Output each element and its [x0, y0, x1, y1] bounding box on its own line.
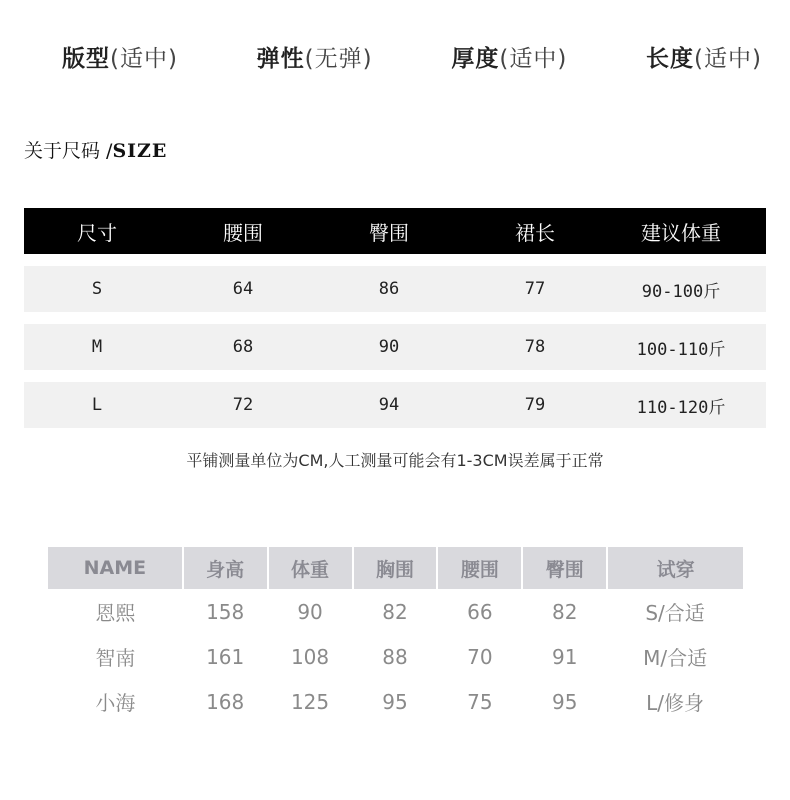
table-cell: 79	[524, 395, 546, 415]
attribute-thickness	[451, 40, 567, 73]
size-table	[24, 208, 766, 428]
attribute-key: 长度	[646, 46, 695, 72]
attribute-value: (无弹)	[304, 46, 373, 72]
table-cell: 77	[524, 279, 546, 299]
table-row	[48, 634, 743, 679]
table-row	[24, 266, 766, 312]
table-cell: M	[91, 337, 103, 357]
table-cell: L	[91, 395, 103, 415]
header-cell: 试穿	[607, 547, 743, 589]
header-cell: 臀围	[522, 547, 607, 589]
attribute-value: (适中)	[110, 46, 178, 72]
table-row	[48, 679, 743, 724]
table-cell: 90-100斤	[641, 281, 721, 302]
header-cell: 尺寸	[77, 220, 117, 245]
table-cell: 78	[524, 337, 546, 357]
header-cell: NAME	[48, 547, 183, 589]
table-cell: 100-110斤	[636, 339, 726, 360]
measurement-note: 平铺测量单位为CM,人工测量可能会有1-3CM误差属于正常	[186, 451, 604, 470]
header-cell: 胸围	[353, 547, 438, 589]
table-cell: 70	[467, 644, 493, 669]
attribute-key: 弹性	[256, 46, 305, 72]
table-cell: L/修身	[646, 691, 705, 715]
table-cell: 158	[206, 599, 245, 624]
product-attributes	[62, 40, 762, 73]
attribute-value: (适中)	[694, 46, 762, 72]
header-cell: 身高	[183, 547, 268, 589]
table-cell: 66	[467, 599, 493, 624]
table-cell: 88	[382, 644, 408, 669]
model-table-header	[48, 547, 743, 589]
table-cell: 161	[206, 644, 245, 669]
table-cell: 168	[206, 689, 245, 714]
size-section-title	[24, 136, 167, 163]
table-cell: 68	[232, 337, 254, 357]
table-cell: 64	[232, 279, 254, 299]
attribute-elasticity	[257, 40, 373, 73]
table-cell: 90	[297, 599, 323, 624]
table-cell: 95	[552, 689, 578, 714]
table-cell: 94	[378, 395, 400, 415]
table-row	[48, 589, 743, 634]
header-cell: 体重	[268, 547, 353, 589]
table-cell: 恩熙	[95, 601, 136, 625]
table-cell: S	[91, 279, 103, 299]
header-cell: 腰围	[223, 220, 263, 245]
header-cell: 裙长	[515, 220, 555, 245]
attribute-key: 版型	[62, 46, 110, 72]
header-cell: 建议体重	[641, 220, 721, 245]
table-cell: 72	[232, 395, 254, 415]
table-row	[24, 324, 766, 370]
table-cell: 90	[378, 337, 400, 357]
size-title-cn: 关于尺码 /	[24, 140, 113, 162]
table-cell: 82	[552, 599, 578, 624]
table-cell: 智南	[95, 646, 136, 670]
table-cell: S/合适	[645, 601, 705, 625]
table-cell: 86	[378, 279, 400, 299]
table-cell: M/合适	[643, 646, 708, 670]
attribute-length	[646, 40, 762, 73]
table-cell: 95	[382, 689, 408, 714]
table-cell: 108	[290, 644, 330, 669]
table-row	[24, 382, 766, 428]
attribute-value: (适中)	[499, 46, 568, 72]
table-cell: 91	[552, 644, 578, 669]
size-table-header	[24, 208, 766, 254]
table-cell: 110-120斤	[636, 397, 726, 418]
table-cell: 125	[290, 689, 330, 714]
attribute-fit	[62, 40, 178, 73]
header-cell: 臀围	[369, 220, 409, 245]
table-cell: 82	[382, 599, 408, 624]
size-title-en: SIZE	[112, 140, 168, 162]
table-cell: 小海	[95, 691, 136, 715]
attribute-key: 厚度	[451, 46, 500, 72]
header-cell: 腰围	[437, 547, 522, 589]
table-cell: 75	[467, 689, 493, 714]
model-table	[48, 547, 743, 724]
